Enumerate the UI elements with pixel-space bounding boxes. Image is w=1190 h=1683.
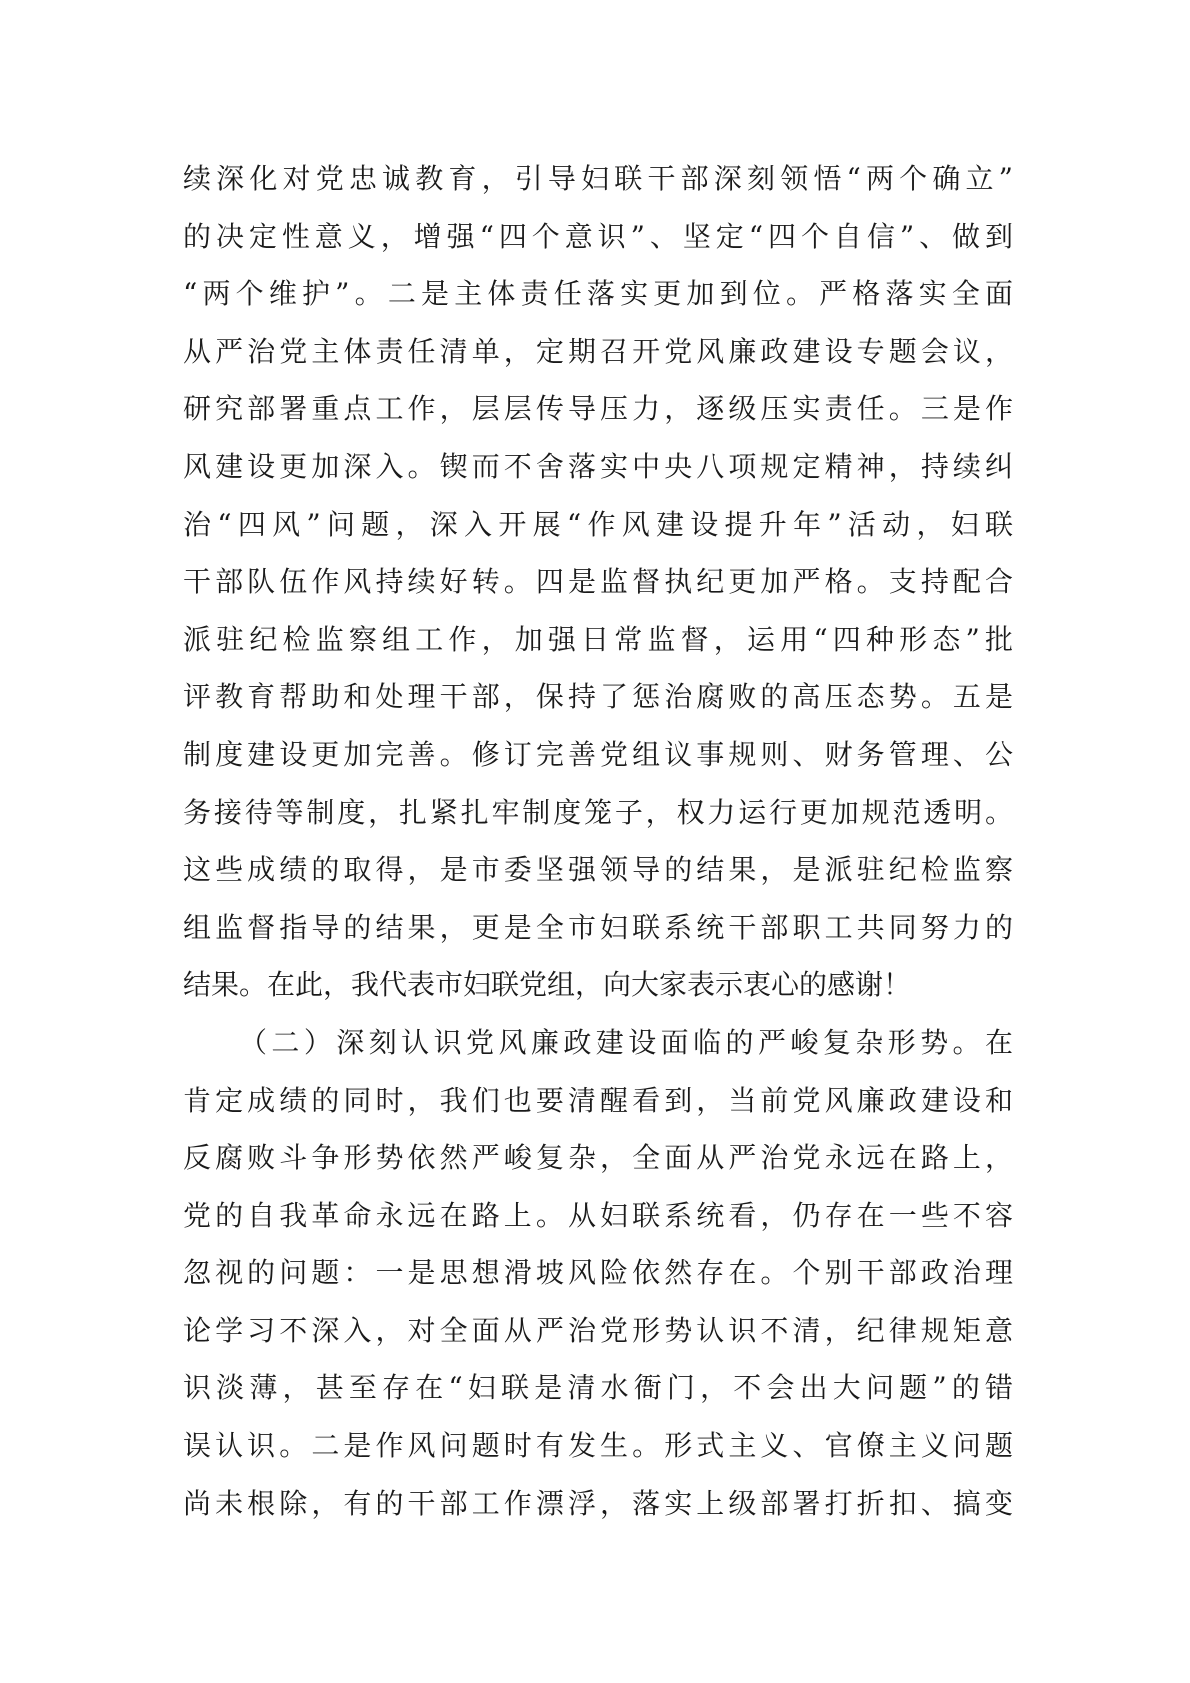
- text-line: 论学习不深入，对全面从严治党形势认识不清，纪律规矩意: [183, 1313, 1013, 1347]
- text-line: 尚未根除，有的干部工作漂浮，落实上级部署打折扣、搞变: [183, 1486, 1013, 1520]
- text-line: 反腐败斗争形势依然严峻复杂，全面从严治党永远在路上，: [183, 1141, 1013, 1175]
- text-line: 派驻纪检监察组工作，加强日常监督，运用“四种形态”批: [183, 622, 1013, 656]
- text-line: 组监督指导的结果，更是全市妇联系统干部职工共同努力的: [183, 910, 1013, 944]
- text-line: 党的自我革命永远在路上。从妇联系统看，仍存在一些不容: [183, 1198, 1013, 1232]
- text-line: 肯定成绩的同时，我们也要清醒看到，当前党风廉政建设和: [183, 1083, 1013, 1117]
- text-line: 忽视的问题：一是思想滑坡风险依然存在。个别干部政治理: [183, 1256, 1013, 1290]
- text-line: 治“四风”问题，深入开展“作风建设提升年”活动，妇联: [183, 507, 1013, 541]
- text-line: “两个维护”。二是主体责任落实更加到位。严格落实全面: [183, 277, 1013, 311]
- text-line: 识淡薄，甚至存在“妇联是清水衙门，不会出大问题”的错: [183, 1371, 1013, 1405]
- body-text: [183, 150, 1013, 1532]
- text-line: 风建设更加深入。锲而不舍落实中央八项规定精神，持续纠: [183, 449, 1013, 483]
- text-line: 务接待等制度，扎紧扎牢制度笼子，权力运行更加规范透明。: [183, 795, 1013, 829]
- text-line: 制度建设更加完善。修订完善党组议事规则、财务管理、公: [183, 737, 1013, 771]
- text-line: 评教育帮助和处理干部，保持了惩治腐败的高压态势。五是: [183, 680, 1013, 714]
- text-line: 研究部署重点工作，层层传导压力，逐级压实责任。三是作: [183, 392, 1013, 426]
- text-line: 这些成绩的取得，是市委坚强领导的结果，是派驻纪检监察: [183, 853, 1013, 887]
- text-line: 续深化对党忠诚教育，引导妇联干部深刻领悟“两个确立”: [183, 162, 1013, 195]
- text-line: 干部队伍作风持续好转。四是监督执纪更加严格。支持配合: [183, 565, 1013, 599]
- text-line: 误认识。二是作风问题时有发生。形式主义、官僚主义问题: [183, 1429, 1013, 1463]
- text-line: 从严治党主体责任清单，定期召开党风廉政建设专题会议，: [183, 334, 1013, 368]
- paragraph-end-line: 结果。在此，我代表市妇联党组，向大家表示衷心的感谢！: [183, 968, 912, 1002]
- text-line: 的决定性意义，增强“四个意识”、坚定“四个自信”、做到: [183, 219, 1013, 253]
- section-heading-line: （二）深刻认识党风廉政建设面临的严峻复杂形势。在: [239, 1025, 1013, 1059]
